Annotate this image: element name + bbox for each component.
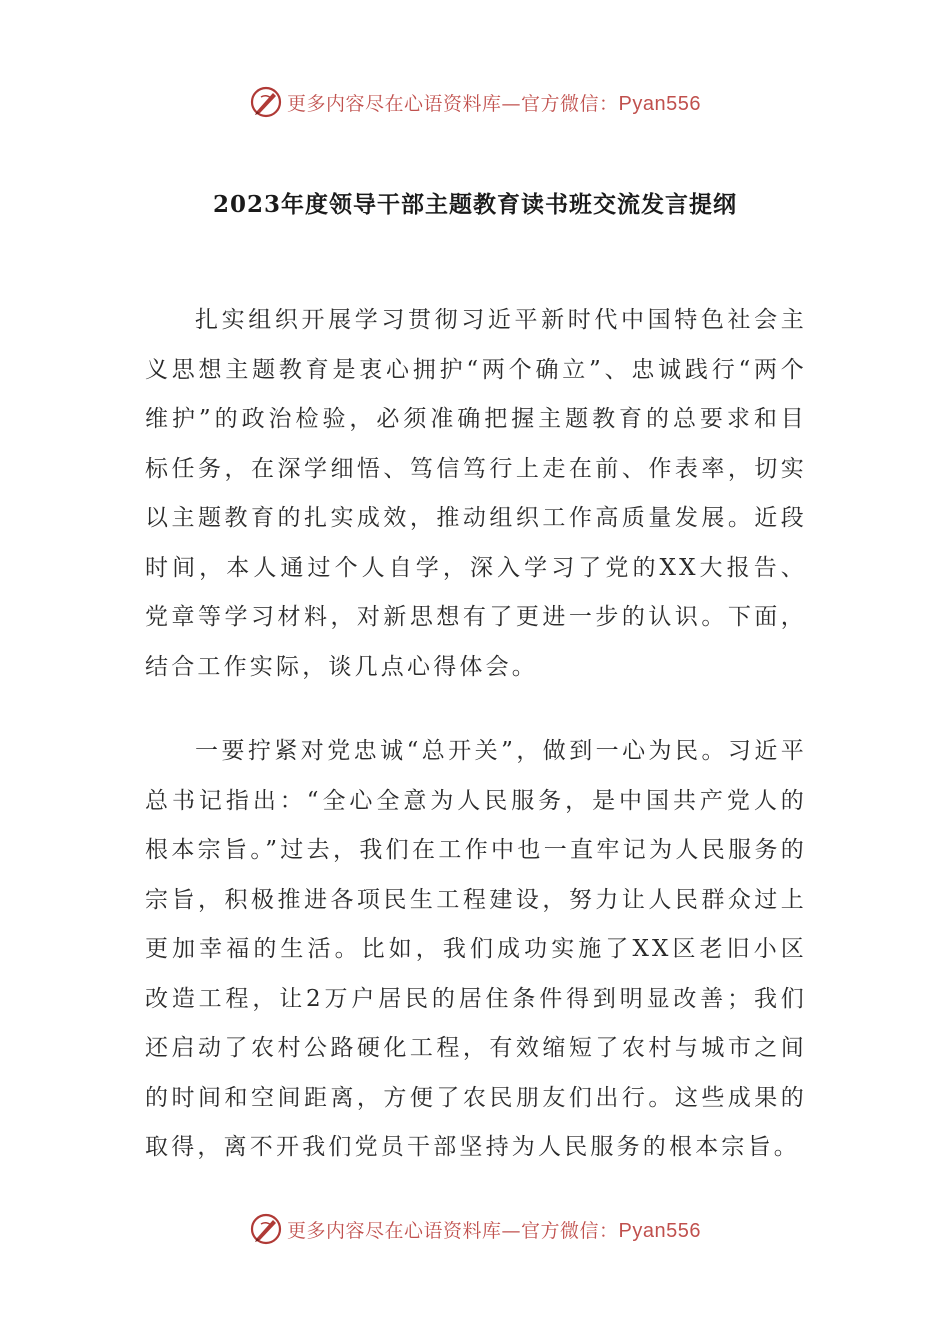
body-paragraph-point-one: 一要拧紧对党忠诚“总开关”，做到一心为民。习近平总书记指出：“全心全意为人民服务，是中国共产党人的根本宗旨。”过去，我们在工作中也一直牢记为人民服务的宗旨，积极推进各项民生工程建设，努力让人民群众过上更加幸福的生活。比如，我们成功实施了XX区老旧小区改造工程，让2万户居民的居住条件得到明显改善；我们还启动了农村公路硬化工程，有效缩短了农村与城市之间的时间和空间距离，方便了农民朋友们出行。这些成果的取得，离不开我们党员干部坚持为人民服务的根本宗旨。: [145, 738, 807, 1160]
footer-watermark-banner: [0, 1209, 950, 1249]
header-watermark-banner: [0, 82, 950, 122]
banner-text: [287, 89, 701, 116]
banner-slogan: 更多内容尽在心语资料库—官方微信：: [287, 92, 619, 115]
pen-circle-logo-icon: [249, 85, 283, 119]
document-title: 2023年度领导干部主题教育读书班交流发言提纲: [212, 191, 737, 218]
wechat-id: Pyan556: [618, 1219, 701, 1242]
body-paragraph-intro: 扎实组织开展学习贯彻习近平新时代中国特色社会主义思想主题教育是衷心拥护“两个确立”、忠诚践行“两个维护”的政治检验，必须准确把握主题教育的总要求和目标任务，在深学细悟、笃信笃行上走在前、作表率，切实以主题教育的扎实成效，推动组织工作高质量发展。近段时间，本人通过个人自学，深入学习了党的XX大报告、党章等学习材料，对新思想有了更进一步的认识。下面，结合工作实际，谈几点心得体会。: [145, 307, 807, 680]
wechat-id: Pyan556: [618, 92, 701, 115]
pen-circle-logo-icon: [249, 1212, 283, 1246]
banner-text: [287, 1216, 701, 1243]
banner-slogan: 更多内容尽在心语资料库—官方微信：: [287, 1219, 619, 1242]
